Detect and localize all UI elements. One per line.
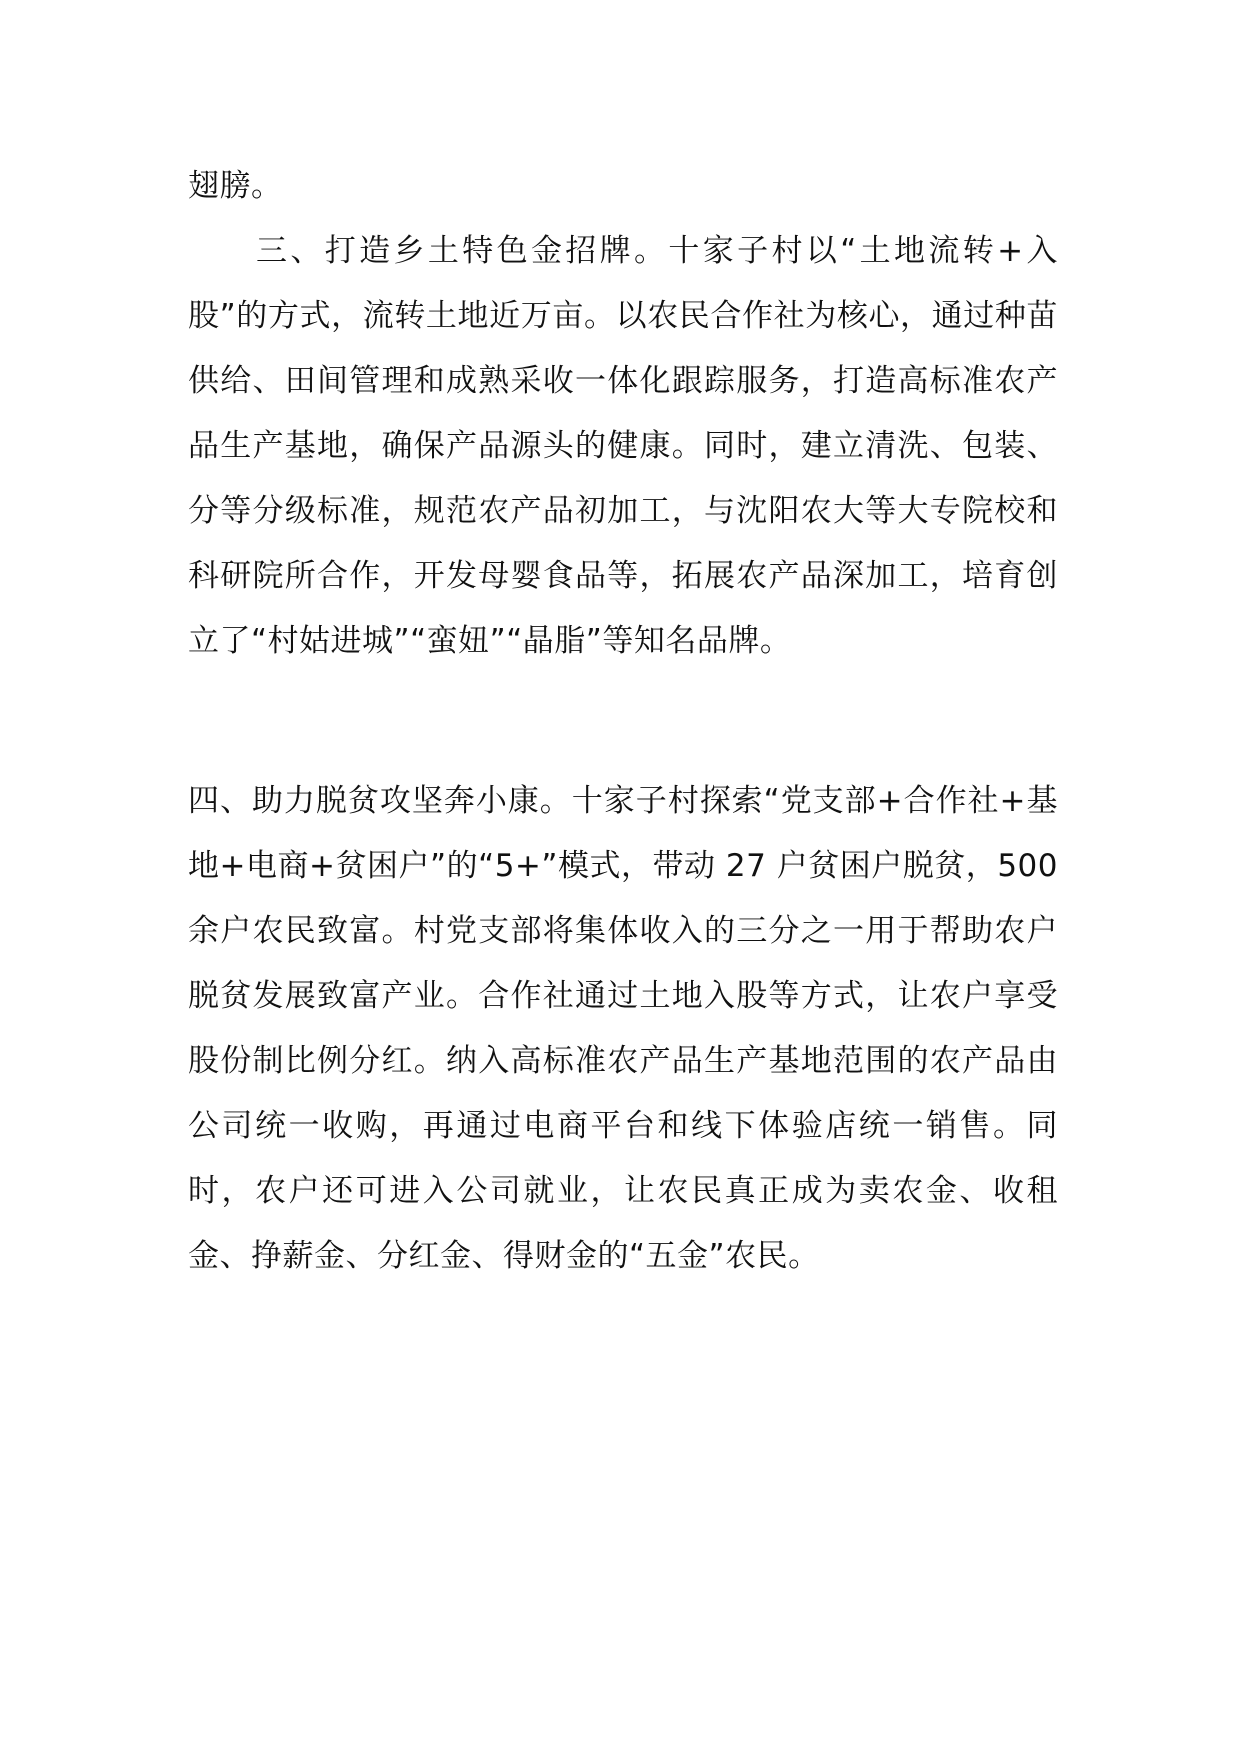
paragraph-section-three: 三、打造乡土特色金招牌。十家子村以“土地流转+入股”的方式，流转土地近万亩。以农民合作社为核心，通过种苗供给、田间管理和成熟采收一体化跟踪服务，打造高标准农产品生产基地，确保产品源头的健康。同时，建立清洗、包装、分等分级标准，规范农产品初加工，与沈阳农大等大专院校和科研院所合作，开发母婴食品等，拓展农产品深加工，培育创立了“村姑进城”“蛮妞”“晶脂”等知名品牌。 bbox=[188, 233, 1058, 659]
paragraph-continuation: 翅膀。 bbox=[188, 168, 283, 204]
paragraph-section-four: 四、助力脱贫攻坚奔小康。十家子村探索“党支部+合作社+基地+电商+贫困户”的“5+”模式，带动 27 户贫困户脱贫，500 余户农民致富。村党支部将集体收入的三分之一用于帮助农户脱贫发展致富产业。合作社通过土地入股等方式，让农户享受股份制比例分红。纳入高标准农产品生产基地范围的农产品由公司统一收购，再通过电商平台和线下体验店统一销售。同时，农户还可进入公司就业，让农民真正成为卖农金、收租金、挣薪金、分红金、得财金的“五金”农民。 bbox=[188, 783, 1058, 1274]
